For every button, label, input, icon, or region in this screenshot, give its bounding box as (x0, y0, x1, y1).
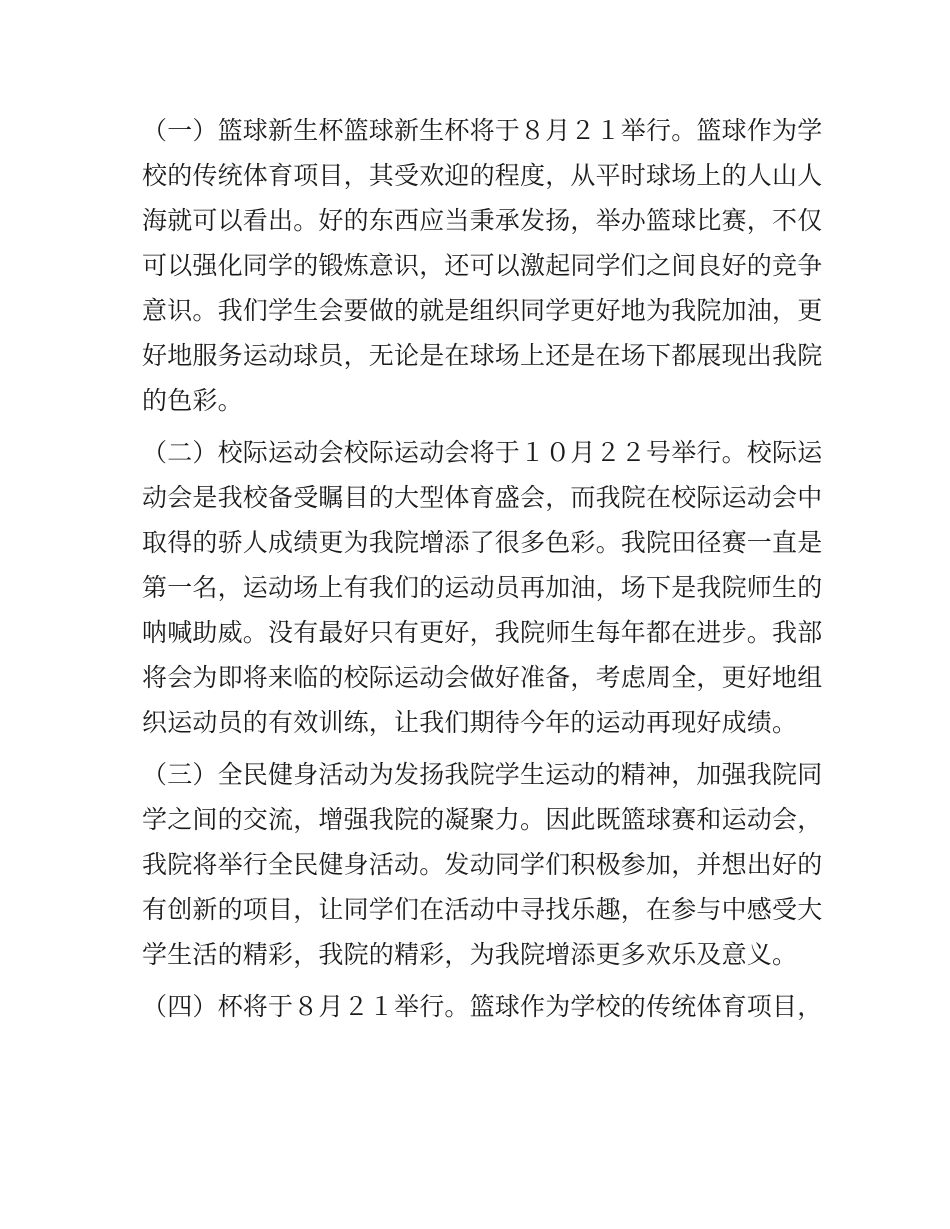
text-line: 我院将举行全民健身活动。发动同学们积极参加，并想出好的 (142, 850, 823, 879)
text-line: 校的传统体育项目，其受欢迎的程度，从平时球场上的人山人 (142, 161, 823, 190)
text-line: 取得的骄人成绩更为我院增添了很多色彩。我院田径赛一直是 (142, 528, 823, 557)
paragraph-cup-four (142, 984, 823, 1029)
paragraph-basketball-cup (142, 108, 823, 423)
text-line: 织运动员的有效训练，让我们期待今年的运动再现好成绩。 (142, 708, 798, 737)
text-line: 好地服务运动球员，无论是在球场上还是在场下都展现出我院 (142, 341, 823, 370)
text-line: 可以强化同学的锻炼意识，还可以激起同学们之间良好的竞争 (142, 251, 823, 280)
text-line: （一）篮球新生杯篮球新生杯将于８月２１举行。篮球作为学 (142, 116, 823, 145)
text-line: 动会是我校备受瞩目的大型体育盛会，而我院在校际运动会中 (142, 483, 823, 512)
text-line: （二）校际运动会校际运动会将于１０月２２号举行。校际运 (142, 438, 823, 467)
text-line: 第一名，运动场上有我们的运动员再加油，场下是我院师生的 (142, 573, 823, 602)
text-line: 学之间的交流，增强我院的凝聚力。因此既篮球赛和运动会， (142, 805, 823, 834)
text-line: 呐喊助威。没有最好只有更好，我院师生每年都在进步。我部 (142, 618, 823, 647)
text-line: （三）全民健身活动为发扬我院学生运动的精神，加强我院同 (142, 760, 823, 789)
paragraph-fitness-activity (142, 752, 823, 977)
text-line: 有创新的项目，让同学们在活动中寻找乐趣，在参与中感受大 (142, 895, 823, 924)
paragraph-sports-meet (142, 430, 823, 745)
document-body (142, 108, 823, 1029)
text-line: （四）杯将于８月２１举行。篮球作为学校的传统体育项目， (142, 992, 823, 1021)
text-line: 将会为即将来临的校际运动会做好准备，考虑周全，更好地组 (142, 663, 823, 692)
text-line: 的色彩。 (142, 386, 243, 415)
text-line: 意识。我们学生会要做的就是组织同学更好地为我院加油，更 (142, 296, 823, 325)
text-line: 海就可以看出。好的东西应当秉承发扬，举办篮球比赛，不仅 (142, 206, 823, 235)
text-line: 学生活的精彩，我院的精彩，为我院增添更多欢乐及意义。 (142, 940, 798, 969)
